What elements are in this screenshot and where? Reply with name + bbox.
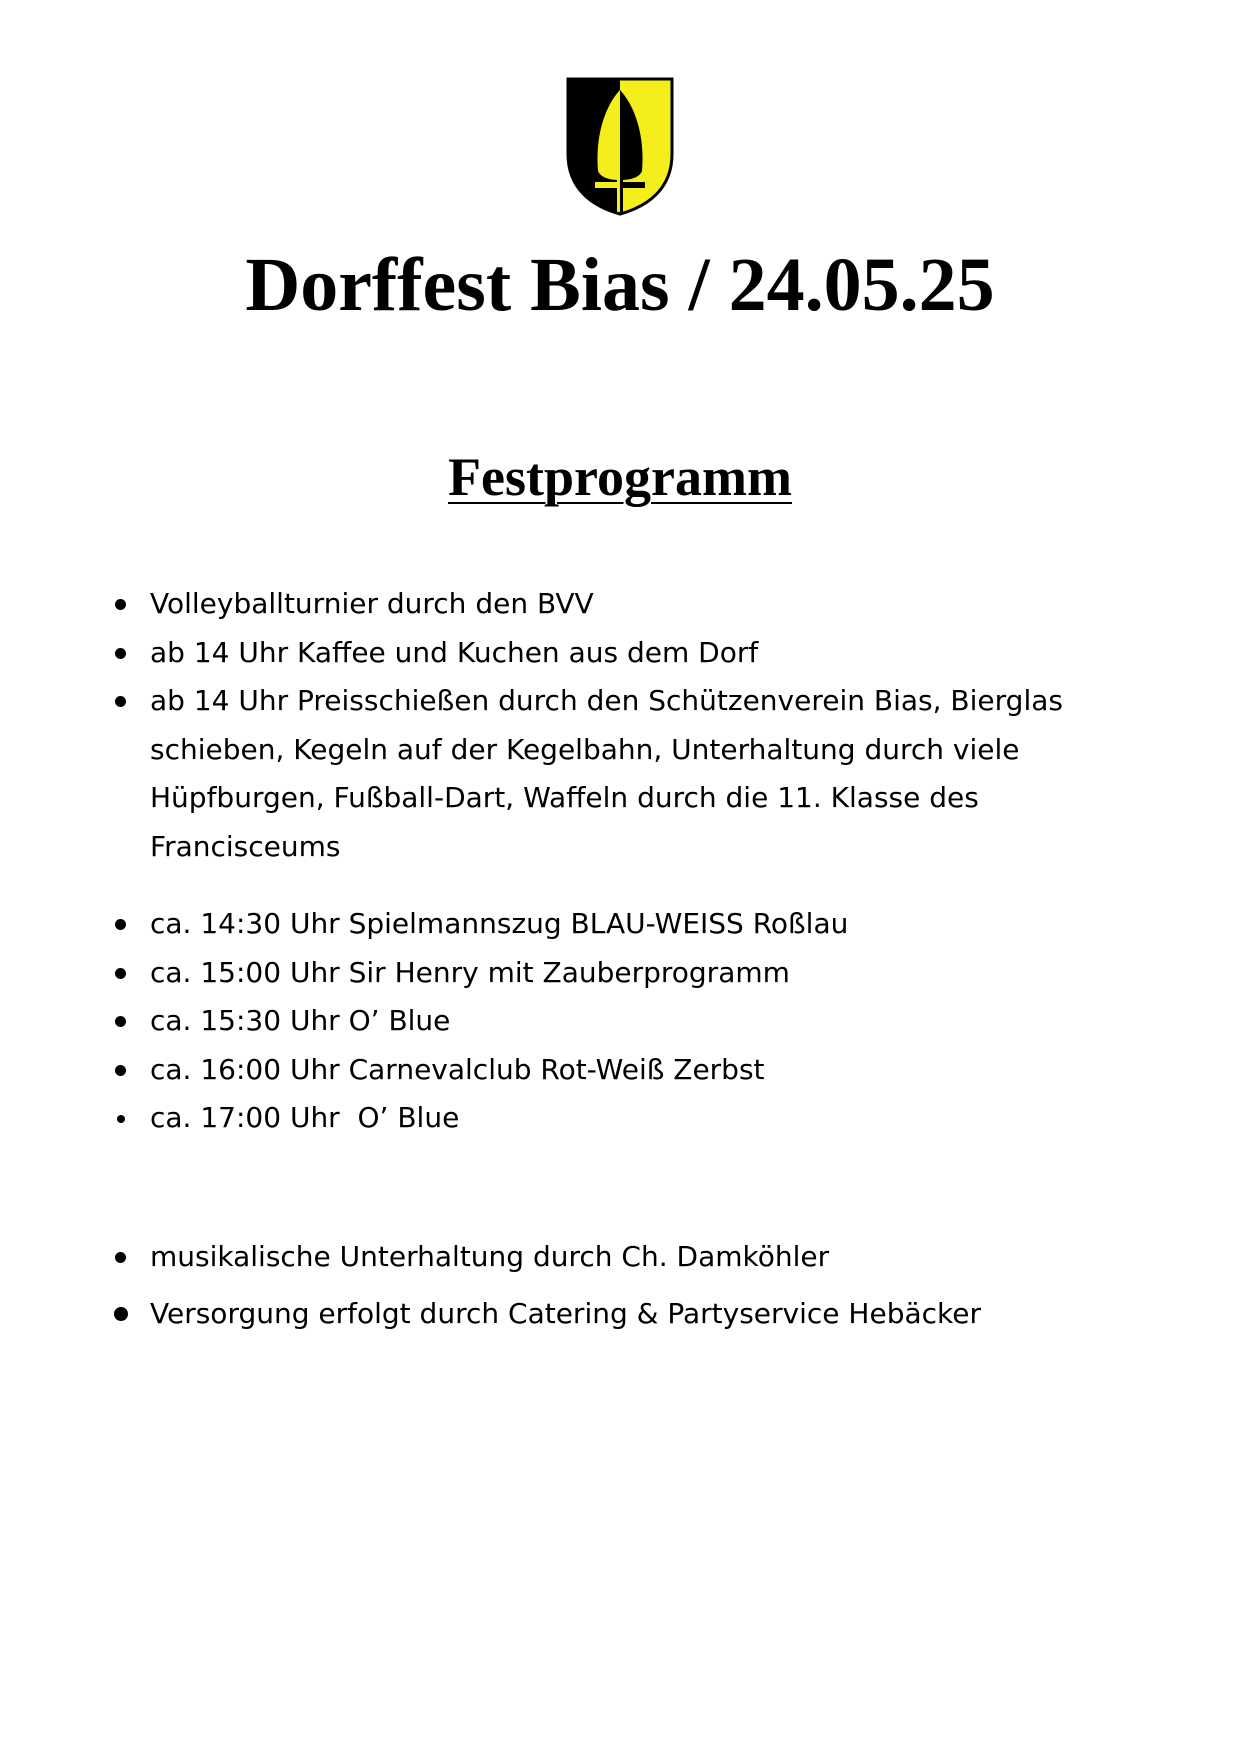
bullet-icon [115, 648, 126, 659]
program-list-schedule [0, 900, 1240, 1143]
bullet-icon [115, 1016, 126, 1027]
list-item [0, 629, 1240, 678]
bullet-icon [117, 1115, 125, 1123]
page-title: Dorffest Bias / 24.05.25 [245, 243, 995, 327]
list-item-text: ab 14 Uhr Preisschießen durch den Schützenverein Bias, Bierglas schieben, Kegeln auf der Kegelbahn, Unterhaltung durch viele Hüpfburgen, Fußball-Dart, Waffeln durch die 11. Klasse des Francisceums [150, 684, 1063, 863]
program-heading: Festprogramm [448, 447, 792, 507]
list-item-text: ca. 15:00 Uhr Sir Henry mit Zauberprogramm [150, 955, 790, 989]
bullet-icon [115, 1252, 126, 1263]
list-item [0, 949, 1240, 998]
bullet-icon [115, 599, 126, 610]
bullet-icon [114, 1307, 128, 1321]
list-item-text: musikalische Unterhaltung durch Ch. Damköhler [150, 1240, 830, 1273]
list-item [0, 677, 1240, 871]
program-list-general [0, 580, 1240, 871]
bullet-icon [115, 1065, 126, 1076]
coat-of-arms-crest [565, 76, 675, 216]
program-list-services [0, 1233, 1240, 1346]
list-item-text: ca. 17:00 Uhr O’ Blue [150, 1101, 460, 1134]
list-item [0, 900, 1240, 949]
list-item-text: ca. 14:30 Uhr Spielmannszug BLAU-WEISS Roßlau [150, 907, 849, 940]
list-item-text: Versorgung erfolgt durch Catering & Partyservice Hebäcker [150, 1296, 981, 1330]
list-item-text: Volleyballturnier durch den BVV [150, 587, 594, 620]
bullet-icon [115, 919, 126, 930]
list-item [0, 1046, 1240, 1095]
list-item-text: ab 14 Uhr Kaffee und Kuchen aus dem Dorf [150, 635, 759, 669]
list-item [0, 1290, 1240, 1339]
bullet-icon [115, 968, 126, 979]
list-item [0, 580, 1240, 629]
list-item [0, 1233, 1240, 1282]
list-item-text: ca. 15:30 Uhr O’ Blue [150, 1004, 451, 1037]
list-item [0, 997, 1240, 1046]
bullet-icon [115, 696, 126, 707]
list-item [0, 1094, 1240, 1143]
list-item-text: ca. 16:00 Uhr Carnevalclub Rot-Weiß Zerbst [150, 1052, 765, 1086]
